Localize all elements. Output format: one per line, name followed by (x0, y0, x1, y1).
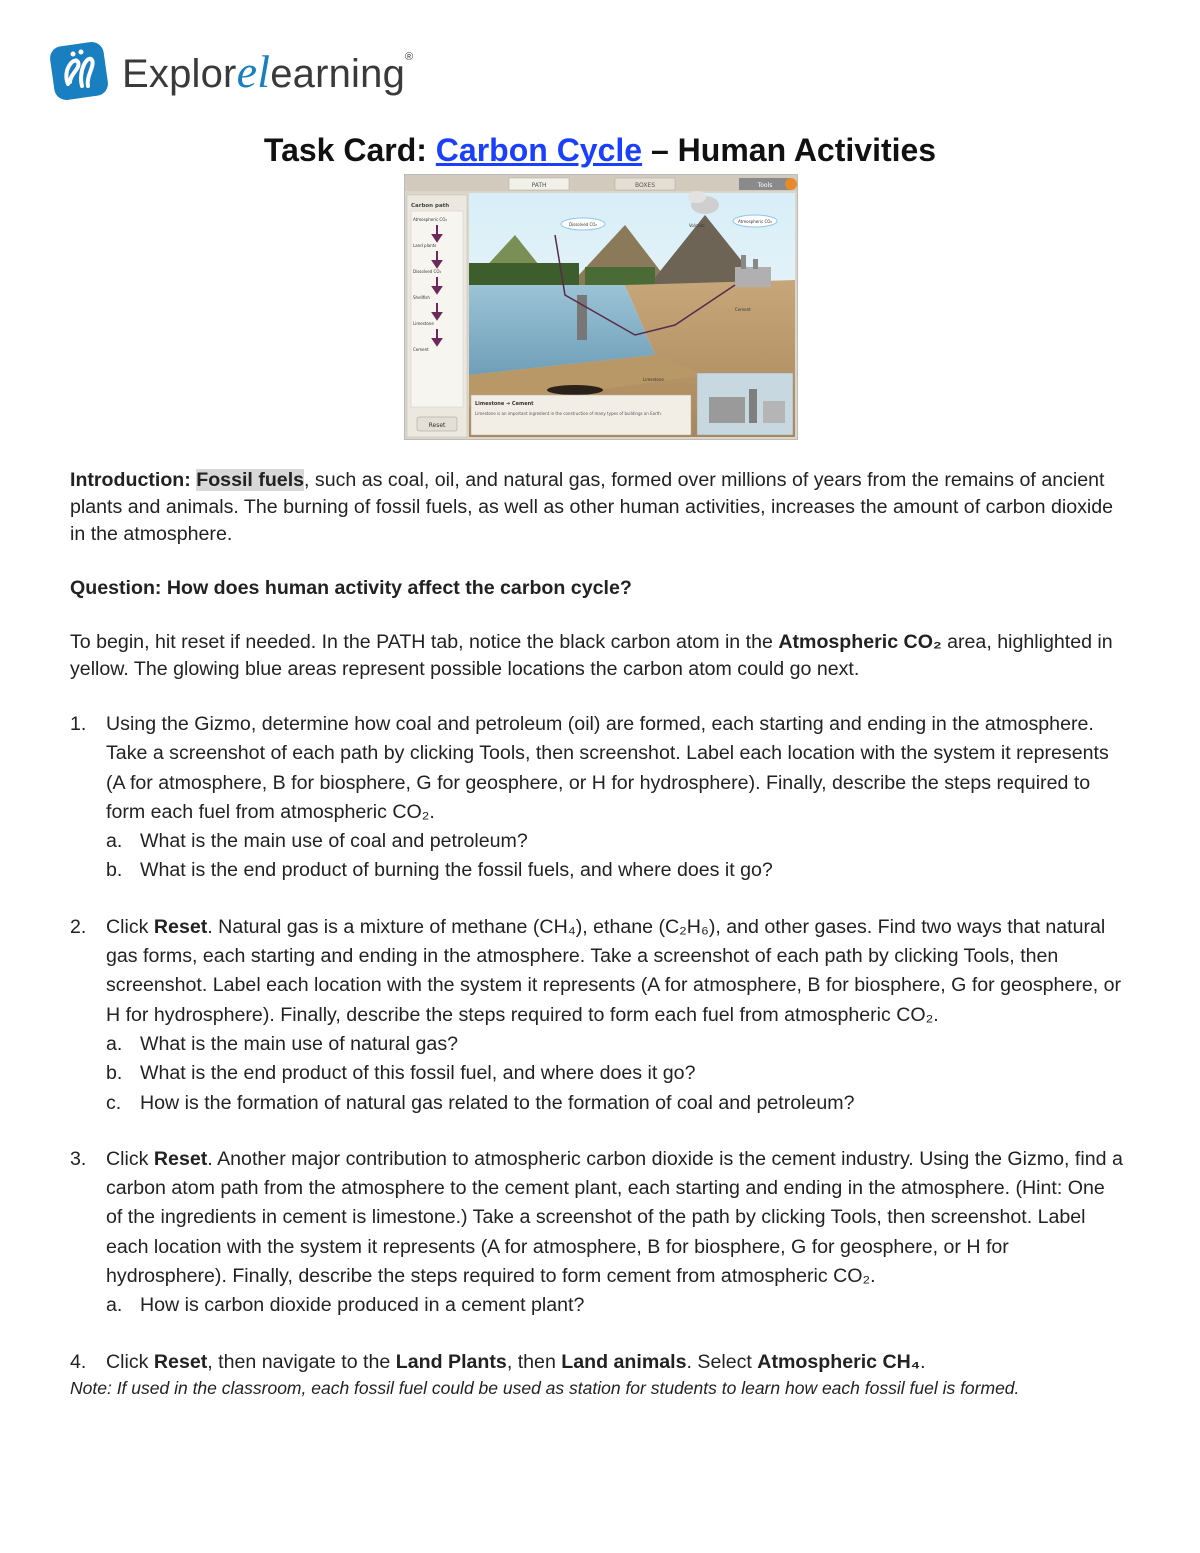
svg-text:Land plants: Land plants (413, 243, 437, 248)
task-item-1: 1. Using the Gizmo, determine how coal and petroleum (oil) are formed, each starting and ending in the atmosphere. Take a screenshot of each path by clicking Tools, then screenshot. Label each location with the system it represents (A for atmosphere, B for biosphere, G for geosphere, or H for hydrosphere). Finally, describe the steps required to form each fuel from atmospheric CO₂. a. What is the main use of coal and petroleum? b. What is the end product of burning the fossil fuels, and where does it go? (70, 710, 1124, 886)
svg-text:Volcano: Volcano (689, 223, 705, 228)
fossil-fuels-term: Fossil fuels (196, 469, 305, 491)
brand-logo (48, 38, 413, 104)
task-card-body (70, 467, 1124, 1400)
svg-text:PATH: PATH (531, 182, 547, 189)
task-2-subitem-c: c. How is the formation of natural gas related to the formation of coal and petroleum? (106, 1091, 855, 1114)
carbon-cycle-link[interactable]: Carbon Cycle (435, 132, 643, 168)
task-2-subitem-a: a. What is the main use of natural gas? (106, 1032, 459, 1055)
gizmo-screenshot (404, 174, 798, 440)
introduction-paragraph: Introduction: Fossil fuels, such as coal, oil, and natural gas, formed over millions of years from the remains of ancient plants and animals. The burning of fossil fuels, as well as other human activities, increases the amount of carbon dioxide in the atmosphere. (70, 469, 1114, 545)
svg-text:BOXES: BOXES (634, 182, 656, 189)
brand-name: Explorelearning® (122, 45, 414, 97)
task-item-3: 3. Click Reset. Another major contribution to atmospheric carbon dioxide is the cement industry. Using the Gizmo, find a carbon atom path from the atmosphere to the cement plant, each starting and ending in the atmosphere. (Hint: One of the ingredients in cement is limestone.) Take a screenshot of the path by clicking Tools, then screenshot. Label each location with the system it represents (A for atmosphere, B for biosphere, G for geosphere, or H for hydrosphere). Finally, describe the steps required to form cement from atmospheric CO₂. a. How is carbon dioxide produced in a cement plant? (70, 1145, 1124, 1321)
svg-text:Cement: Cement (413, 347, 429, 352)
svg-text:Atmospheric CO₂: Atmospheric CO₂ (413, 217, 447, 222)
task-1-subitem-b: b. What is the end product of burning the fossil fuels, and where does it go? (106, 859, 773, 882)
svg-text:Limestone is an important ingr: Limestone is an important ingredient in the construction of many types of buildings on Earth. (475, 411, 663, 416)
svg-text:Carbon path: Carbon path (411, 203, 450, 209)
svg-text:Reset: Reset (428, 422, 446, 429)
classroom-note: Note: If used in the classroom, each fossil fuel could be used as station for students to learn how each fossil fuel is formed. (70, 1377, 1020, 1398)
question-heading: Question: How does human activity affect the carbon cycle? (70, 577, 632, 599)
svg-text:Dissolved CO₂: Dissolved CO₂ (413, 269, 442, 274)
page-title: Task Card: Carbon Cycle – Human Activities (263, 132, 937, 168)
svg-text:Shellfish: Shellfish (413, 295, 430, 300)
task-item-2: 2. Click Reset. Natural gas is a mixture of methane (CH₄), ethane (C₂H₆), and other gases. Find two ways that natural gas forms, each starting and ending in the atmosphere. Take a screenshot of each path by clicking Tools, then screenshot. Label each location with the system it represents (A for atmosphere, B for biosphere, G for geosphere, or H for hydrosphere). Finally, describe the steps required to form each fuel from atmospheric CO₂. a. What is the main use of natural gas? b. What is the end product of this fossil fuel, and where does it go? c. How is the formation of natural gas related to the formation of coal and petroleum? (70, 913, 1124, 1118)
svg-text:Dissolved CO₂: Dissolved CO₂ (568, 222, 598, 227)
explorelearning-logo-icon (48, 40, 110, 102)
svg-text:Cement: Cement (735, 307, 751, 312)
svg-text:Limestone ➜ Cement: Limestone ➜ Cement (475, 401, 534, 407)
carbon-cycle-scene (405, 175, 797, 439)
task-item-4: 4. Click Reset, then navigate to the Land Plants, then Land animals. Select Atmospheric CH₄. (70, 1350, 926, 1373)
svg-text:Limestone: Limestone (413, 321, 434, 326)
svg-text:Atmospheric CO₂: Atmospheric CO₂ (738, 219, 772, 224)
svg-text:Limestone: Limestone (643, 377, 664, 382)
task-1-subitem-a: a. What is the main use of coal and petroleum? (106, 830, 528, 853)
task-3-subitem-a: a. How is carbon dioxide produced in a cement plant? (106, 1294, 585, 1317)
task-list (70, 710, 1124, 1377)
task-2-subitem-b: b. What is the end product of this fossil fuel, and where does it go? (106, 1062, 696, 1085)
svg-text:Tools: Tools (757, 182, 773, 189)
begin-paragraph: To begin, hit reset if needed. In the PATH tab, notice the black carbon atom in the Atmospheric CO₂ area, highlighted in yellow. The glowing blue areas represent possible locations the carbon atom could go next. (70, 631, 1113, 680)
